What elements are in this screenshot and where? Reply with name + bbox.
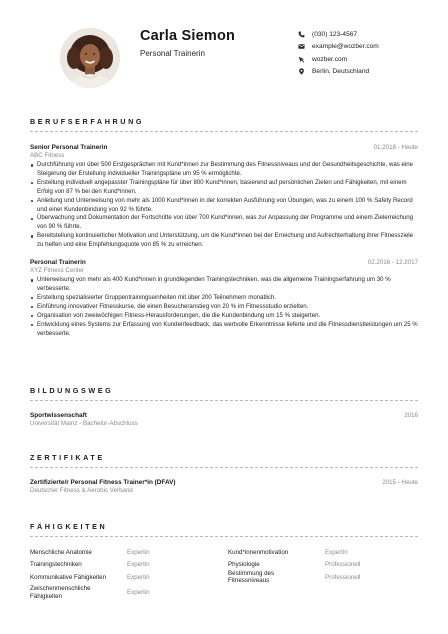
job-title: Personal Trainerin [140,49,205,58]
website-text[interactable]: wozber.com [312,55,348,63]
education-heading: BILDUNGSWEG [30,386,114,395]
job-entry [30,259,418,338]
skill-name: Kommunikative Fähigkeiten [30,573,107,581]
skill-level: Expertin [127,588,150,596]
skill-name: Trainingstechniken [30,561,82,569]
avatar-photo [60,28,120,88]
experience-heading: BERUFSERFAHRUNG [30,117,145,126]
degree-name: Sportwissenschaft [30,412,87,419]
job-company: XYZ Fitness Center [30,267,84,275]
candidate-name: Carla Siemon [140,28,236,44]
link-icon [298,55,308,63]
bullet-item: Organisation von zweiwöchigen Fitness-Herausforderungen, die die Kundenbindung um 15 % steigerten. [30,312,418,321]
contact-info [298,28,379,78]
contact-phone [298,28,379,41]
contact-email[interactable] [298,41,379,54]
section-divider [30,467,418,468]
location-text: Berlin, Deutschland [312,68,370,76]
section-divider [30,536,418,537]
email-text[interactable]: example@wozber.com [312,43,379,51]
certificate-date: 2015 - Heute [382,479,418,486]
skills-section [30,522,418,602]
section-divider [30,131,418,132]
bullet-item: Einführung innovativer Fitnesskurse, die einen Besucheranstieg von 20 % im Fitnessstudio erzielten. [30,303,418,312]
education-section [30,386,418,427]
certificate-name: Zertifizierte/r Personal Fitness Trainer*in (DFAV) [30,479,176,486]
bullet-item: Anleitung und Unterweisung von mehr als 1000 Kund*innen in der korrekten Ausführung von Übungen, was zu einem 100 % Safety Record und einer Kundenbindung von 92 % führte. [30,197,418,215]
skills-heading: FÄHIGKEITEN [30,522,108,531]
skill-level: Expertin [127,549,150,557]
bullet-item: Erstellung spezialisierter Gruppentrainingseinheiten mit über 200 Teilnehmern monatlich. [30,294,418,303]
contact-website[interactable] [298,53,379,66]
education-entry [30,412,418,427]
skill-name: Physiologie [228,561,260,569]
experience-section [30,117,418,338]
section-divider [30,400,418,401]
bullet-item: Entwicklung eines Systems zur Erfassung von Kundenfeedback, das wertvolle Erkenntnisse lieferte und die Fitnessdienstleistungen um 25 % verbesserte. [30,321,418,339]
job-role: Senior Personal Trainerin [30,144,108,151]
skill-level: Professionell [325,573,361,581]
skill-name: Zwischenmenschliche Fähigkeiten [30,584,91,600]
certificate-issuer: Deutscher Fitness & Aerobic Verband [30,487,133,494]
bullet-item: Erstellung individuell angepasster Trainingspläne für über 800 Kund*innen, basierend auf persönlichen Zielen und Fähigkeiten, mit einem Erfolg von 87 % bei den Kund*innen. [30,179,418,197]
skill-name: Kund*innenmotivation [228,549,289,557]
job-bullets [30,276,418,338]
bullet-item: Bereitstellung kontinuierlicher Motivation und Unterstützung, um die Kund*innen bei der Erreichung und Aufrechterhaltung ihrer Fitnessziele zu helfen und eine Empfehlungsquote von 85 % zu erreichen. [30,232,418,250]
skills-grid [30,547,418,602]
job-role: Personal Trainerin [30,259,86,267]
skill-level: Expertin [127,573,150,581]
contact-location [298,66,379,79]
phone-icon [298,30,308,38]
job-date: 01.2018 - Heute [373,144,418,151]
school-name: Universität Mainz - Bachelor-Abschluss [30,420,138,427]
bullet-item: Überwachung und Dokumentation der Fortschritte von über 700 Kund*innen, was zur Anpassung der Programme und einem Zielerreichung von 90 % führte. [30,214,418,232]
job-bullets [30,161,418,250]
avatar [60,28,120,88]
skill-level: Professionell [325,561,361,569]
job-company: ABC Fitness [30,152,65,159]
phone-text: (030) 123-4567 [312,30,358,38]
location-pin-icon [298,68,308,76]
skill-name: Bestimmung des Fitnessniveaus [228,569,275,585]
bullet-item: Unterweisung von mehr als 400 Kund*innen in grundlegenden Trainingstechniken, was die allgemeine Trainingserfahrung um 30 % verbesserte. [30,276,418,294]
certificate-entry [30,479,418,494]
certificates-heading: ZERTIFIKATE [30,453,105,462]
resume-header [30,0,418,100]
certificates-section [30,453,418,494]
email-icon [298,43,308,51]
education-date: 2016 [404,412,418,419]
skill-level: Expertin [127,561,150,569]
skill-level: Expertin [325,549,348,557]
job-date: 02.2016 - 12.2017 [367,259,418,267]
job-entry [30,144,418,250]
skill-name: Menschliche Anatomie [30,549,92,557]
bullet-item: Durchführung von über 500 Erstgesprächen mit Kund*innen zur Bestimmung des Fitnessniveaus und der Gesundheitsgeschichte, was eine Steigerung der Erstellung individueller Trainingspläne um 95 % ermöglichte. [30,161,418,179]
